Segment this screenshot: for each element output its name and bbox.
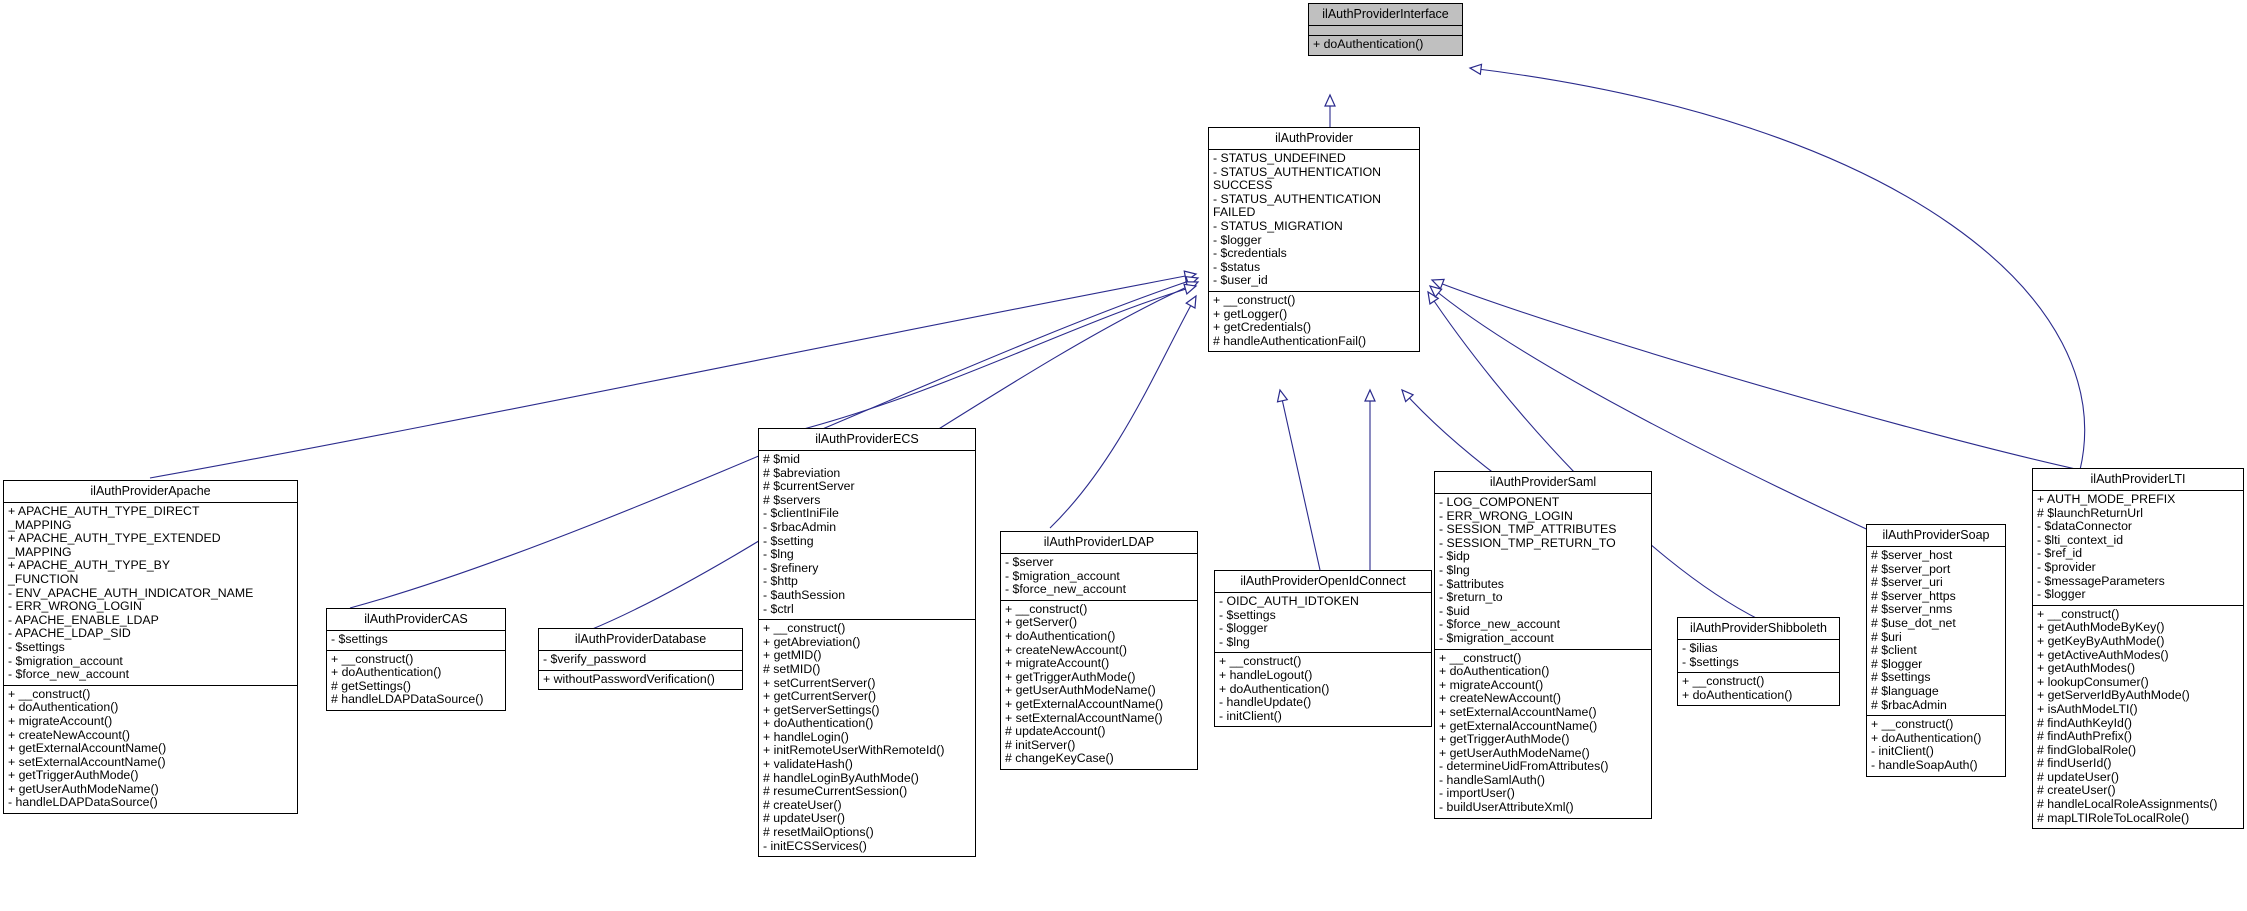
class-title: ilAuthProviderDatabase <box>574 632 707 646</box>
class-title: ilAuthProviderApache <box>90 484 211 498</box>
class-member: + doAuthentication() <box>1682 687 1793 702</box>
class-box-ilauthproviderinterface[interactable] <box>1308 3 1463 56</box>
class-member: - $user_id <box>1213 273 1268 288</box>
class-member: - SESSION_TMP_RETURN_TO <box>1439 535 1616 550</box>
class-member: + APACHE_AUTH_TYPE_DIRECT <box>8 504 200 518</box>
class-attributes <box>539 650 742 670</box>
class-methods <box>1001 600 1197 769</box>
class-member: # handleLoginByAuthMode() <box>763 770 919 785</box>
class-box-ilauthprovideropenidconnect[interactable] <box>1214 570 1432 727</box>
class-member: + setExternalAccountName() <box>1439 704 1597 719</box>
class-member: - STATUS_AUTHENTICATION <box>1213 191 1382 206</box>
class-member: - STATUS_UNDEFINED <box>1213 151 1346 165</box>
class-member: + getUserAuthModeName() <box>1439 745 1590 760</box>
class-attributes <box>1001 553 1197 600</box>
class-member: - initClient() <box>1871 744 1934 759</box>
class-member: + __construct() <box>8 686 91 701</box>
class-member: SUCCESS <box>1213 178 1273 193</box>
class-member: + setExternalAccountName() <box>1005 710 1163 725</box>
class-member: - $setting <box>763 533 814 548</box>
class-member: + getExternalAccountName() <box>1005 696 1164 711</box>
class-member: - STATUS_AUTHENTICATION <box>1213 164 1382 179</box>
class-title: ilAuthProviderOpenIdConnect <box>1240 574 1406 588</box>
class-member: + __construct() <box>1219 654 1302 669</box>
class-member: + __construct() <box>331 651 414 666</box>
class-member: # $client <box>1871 643 1917 658</box>
class-member: - $ilias <box>1682 641 1718 655</box>
class-member: - $force_new_account <box>1005 582 1126 597</box>
class-box-ilauthproviderldap[interactable] <box>1000 531 1198 770</box>
class-member: - $lng <box>1439 562 1470 577</box>
class-attributes <box>2033 490 2243 605</box>
class-member: - $server <box>1005 555 1054 569</box>
class-member: # createUser() <box>763 797 842 812</box>
class-member: # initServer() <box>1005 737 1076 752</box>
class-member: # createUser() <box>2037 783 2116 798</box>
class-box-ilauthproviderlti[interactable] <box>2032 468 2244 829</box>
class-member: - importUser() <box>1439 786 1515 801</box>
class-member: + migrateAccount() <box>8 713 113 728</box>
class-member: + doAuthentication() <box>331 665 442 680</box>
class-member: + handleLogin() <box>763 729 849 744</box>
class-member: _MAPPING <box>8 544 72 559</box>
class-title: ilAuthProviderLDAP <box>1043 535 1155 549</box>
class-member: - $ctrl <box>763 601 794 616</box>
class-member: + APACHE_AUTH_TYPE_BY <box>8 558 171 573</box>
class-member: + getExternalAccountName() <box>8 741 167 756</box>
class-member: # $rbacAdmin <box>1871 697 1947 712</box>
class-member: + getAuthModes() <box>2037 661 2136 676</box>
class-member: + initRemoteUserWithRemoteId() <box>763 743 945 758</box>
class-member: - $ref_id <box>2037 546 2083 561</box>
class-box-ilauthprovidersoap[interactable] <box>1866 524 2006 777</box>
class-member: + doAuthentication() <box>1313 37 1424 51</box>
class-attributes <box>4 502 297 685</box>
class-member: + getServerSettings() <box>763 702 880 717</box>
class-methods <box>1309 35 1462 55</box>
class-member: - $migration_account <box>8 653 123 668</box>
class-member: + createNewAccount() <box>1439 691 1561 706</box>
class-member: - APACHE_LDAP_SID <box>8 626 131 641</box>
class-member: - $settings <box>1219 607 1276 622</box>
class-member: - $force_new_account <box>8 667 129 682</box>
class-methods <box>2033 605 2243 829</box>
class-methods <box>4 685 297 813</box>
class-member: + getLogger() <box>1213 306 1288 321</box>
class-member: + doAuthentication() <box>1439 664 1550 679</box>
class-box-ilauthproviderecs[interactable] <box>758 428 976 857</box>
class-member: - $settings <box>331 632 388 646</box>
class-member: - $lti_context_id <box>2037 532 2124 547</box>
class-member: + doAuthentication() <box>1219 681 1330 696</box>
class-member: - ENV_APACHE_AUTH_INDICATOR_NAME <box>8 585 254 600</box>
class-member: - $idp <box>1439 549 1470 564</box>
class-title: ilAuthProvider <box>1275 131 1353 145</box>
class-attributes <box>759 450 975 619</box>
class-member: # $mid <box>763 452 800 466</box>
class-member: - handleSoapAuth() <box>1871 757 1978 772</box>
class-member: # $logger <box>1871 656 1923 671</box>
class-member: # handleAuthenticationFail() <box>1213 333 1367 348</box>
class-member: + getTriggerAuthMode() <box>1439 732 1570 747</box>
class-member: + __construct() <box>1213 292 1296 307</box>
class-member: - $status <box>1213 259 1261 274</box>
class-member: # updateAccount() <box>1005 724 1106 739</box>
class-member: - $messageParameters <box>2037 573 2165 588</box>
class-member: - determineUidFromAttributes() <box>1439 759 1609 774</box>
class-member: # $server_https <box>1871 588 1956 603</box>
class-title: ilAuthProviderLTI <box>2090 472 2186 486</box>
class-member: + __construct() <box>1871 717 1954 732</box>
class-member: # $currentServer <box>763 479 855 494</box>
class-member: - $migration_account <box>1439 630 1554 645</box>
class-member: + getTriggerAuthMode() <box>1005 669 1136 684</box>
class-member: - $rbacAdmin <box>763 519 837 534</box>
class-methods <box>1215 652 1431 726</box>
class-member: - $settings <box>1682 654 1739 669</box>
class-member: # mapLTIRoleToLocalRole() <box>2037 810 2190 825</box>
class-member: - OIDC_AUTH_IDTOKEN <box>1219 594 1359 608</box>
class-member: # $settings <box>1871 670 1931 685</box>
class-member: + doAuthentication() <box>1871 730 1982 745</box>
class-member: + getUserAuthModeName() <box>1005 683 1156 698</box>
class-member: # handleLocalRoleAssignments() <box>2037 797 2218 812</box>
class-member: # resetMailOptions() <box>763 825 874 840</box>
class-member: - handleLDAPDataSource() <box>8 795 158 810</box>
class-member: + doAuthentication() <box>763 716 874 731</box>
class-member: + doAuthentication() <box>1005 628 1116 643</box>
class-member: - $logger <box>2037 587 2086 602</box>
class-member: - $logger <box>1213 232 1262 247</box>
class-member: + withoutPasswordVerification() <box>543 671 715 686</box>
class-member: - $verify_password <box>543 652 647 666</box>
class-title: ilAuthProviderCAS <box>364 612 468 626</box>
class-box-ilauthprovidersaml[interactable] <box>1434 471 1652 819</box>
class-member: # handleLDAPDataSource() <box>331 692 484 707</box>
class-member: - $dataConnector <box>2037 519 2133 534</box>
class-member: + AUTH_MODE_PREFIX <box>2037 492 2176 506</box>
class-member: + __construct() <box>1005 601 1088 616</box>
class-attributes <box>1309 25 1462 35</box>
class-title: ilAuthProviderInterface <box>1322 7 1449 21</box>
class-title: ilAuthProviderSaml <box>1489 475 1597 489</box>
class-member: + getActiveAuthModes() <box>2037 647 2169 662</box>
class-member: + getExternalAccountName() <box>1439 718 1598 733</box>
class-member: + getServerIdByAuthMode() <box>2037 688 2190 703</box>
class-member: + lookupConsumer() <box>2037 674 2149 689</box>
class-member: - STATUS_MIGRATION <box>1213 218 1343 233</box>
class-member: # $server_host <box>1871 548 1953 562</box>
class-member: # $language <box>1871 683 1939 698</box>
class-title: ilAuthProviderShibboleth <box>1690 621 1827 635</box>
class-member: + APACHE_AUTH_TYPE_EXTENDED <box>8 531 221 546</box>
class-member: # resumeCurrentSession() <box>763 784 908 799</box>
class-member: # $server_port <box>1871 561 1951 576</box>
class-member: - $force_new_account <box>1439 617 1560 632</box>
class-member: # $uri <box>1871 629 1902 644</box>
class-member: + handleLogout() <box>1219 667 1313 682</box>
class-member: + getTriggerAuthMode() <box>8 768 139 783</box>
class-member: - $refinery <box>763 560 819 575</box>
class-member: - ERR_WRONG_LOGIN <box>8 599 142 614</box>
class-methods <box>1678 672 1839 705</box>
class-methods <box>1435 649 1651 818</box>
class-member: - $logger <box>1219 621 1268 636</box>
class-member: + createNewAccount() <box>1005 642 1127 657</box>
class-member: - $lng <box>763 547 794 562</box>
class-member: - $return_to <box>1439 590 1503 605</box>
class-member: - $attributes <box>1439 576 1504 591</box>
class-member: # updateUser() <box>2037 769 2120 784</box>
class-member: # $launchReturnUrl <box>2037 505 2143 520</box>
class-member: - $provider <box>2037 559 2096 574</box>
class-member: - initClient() <box>1219 708 1282 723</box>
class-member: # changeKeyCase() <box>1005 751 1114 766</box>
class-member: + __construct() <box>1439 650 1522 665</box>
class-box-ilauthproviderdatabase[interactable] <box>538 628 743 690</box>
class-member: # setMID() <box>763 661 821 676</box>
class-member: + setExternalAccountName() <box>8 754 166 769</box>
class-member: + getAuthModeByKey() <box>2037 620 2165 635</box>
class-member: - APACHE_ENABLE_LDAP <box>8 612 159 627</box>
class-member: _MAPPING <box>8 517 72 532</box>
class-box-ilauthproviderapache[interactable] <box>3 480 298 814</box>
class-member: + doAuthentication() <box>8 700 119 715</box>
class-box-ilauthprovidercas[interactable] <box>326 608 506 711</box>
class-member: + getMID() <box>763 648 822 663</box>
class-member: # getSettings() <box>331 678 411 693</box>
class-member: - buildUserAttributeXml() <box>1439 800 1574 815</box>
class-member: # findAuthPrefix() <box>2037 729 2133 744</box>
class-member: + validateHash() <box>763 757 853 772</box>
class-attributes <box>327 630 505 650</box>
class-member: + getCredentials() <box>1213 320 1312 335</box>
class-member: + getUserAuthModeName() <box>8 781 159 796</box>
class-member: # findGlobalRole() <box>2037 742 2137 757</box>
class-box-ilauthprovider[interactable] <box>1208 127 1420 352</box>
class-attributes <box>1215 592 1431 652</box>
class-member: # findAuthKeyId() <box>2037 715 2133 730</box>
class-member: - handleUpdate() <box>1219 695 1312 710</box>
class-member: + __construct() <box>1682 674 1765 689</box>
class-methods <box>327 650 505 710</box>
class-member: + __construct() <box>2037 606 2120 621</box>
class-member: - $settings <box>8 639 65 654</box>
class-methods <box>759 619 975 856</box>
class-member: - initECSServices() <box>763 838 867 853</box>
class-member: + createNewAccount() <box>8 727 130 742</box>
class-member: - $uid <box>1439 603 1470 618</box>
class-member: # $use_dot_net <box>1871 615 1956 630</box>
class-member: - handleSamlAuth() <box>1439 772 1545 787</box>
class-member: - $lng <box>1219 634 1250 649</box>
class-member: - $credentials <box>1213 246 1287 261</box>
class-attributes <box>1678 639 1839 672</box>
class-member: # $server_nms <box>1871 602 1953 617</box>
class-member: - SESSION_TMP_ATTRIBUTES <box>1439 522 1617 537</box>
class-member: - ERR_WRONG_LOGIN <box>1439 508 1573 523</box>
class-member: + getCurrentServer() <box>763 689 877 704</box>
class-member: + getAbreviation() <box>763 634 861 649</box>
class-attributes <box>1867 546 2005 715</box>
class-member: + migrateAccount() <box>1439 677 1544 692</box>
class-member: _FUNCTION <box>8 571 79 586</box>
class-member: + isAuthModeLTI() <box>2037 701 2138 716</box>
class-title: ilAuthProviderSoap <box>1882 528 1990 542</box>
class-member: FAILED <box>1213 205 1256 220</box>
class-member: # updateUser() <box>763 811 846 826</box>
class-attributes <box>1209 149 1419 291</box>
class-member: - LOG_COMPONENT <box>1439 495 1560 509</box>
class-title: ilAuthProviderECS <box>815 432 919 446</box>
class-member: # $abreviation <box>763 465 841 480</box>
class-attributes <box>1435 493 1651 649</box>
class-box-ilauthprovidershibboleth[interactable] <box>1677 617 1840 706</box>
class-member: - $migration_account <box>1005 568 1120 583</box>
class-member: + setCurrentServer() <box>763 675 876 690</box>
class-member: + getServer() <box>1005 615 1078 630</box>
class-member: - $clientIniFile <box>763 506 839 521</box>
class-methods <box>1209 291 1419 351</box>
class-methods <box>539 670 742 690</box>
class-member: # findUserId() <box>2037 756 2112 771</box>
class-methods <box>1867 715 2005 775</box>
class-member: + getKeyByAuthMode() <box>2037 633 2165 648</box>
class-member: + __construct() <box>763 621 846 636</box>
class-member: + migrateAccount() <box>1005 656 1110 671</box>
class-member: # $servers <box>763 492 821 507</box>
class-member: - $authSession <box>763 587 846 602</box>
class-member: # $server_uri <box>1871 575 1943 590</box>
class-member: - $http <box>763 574 798 589</box>
